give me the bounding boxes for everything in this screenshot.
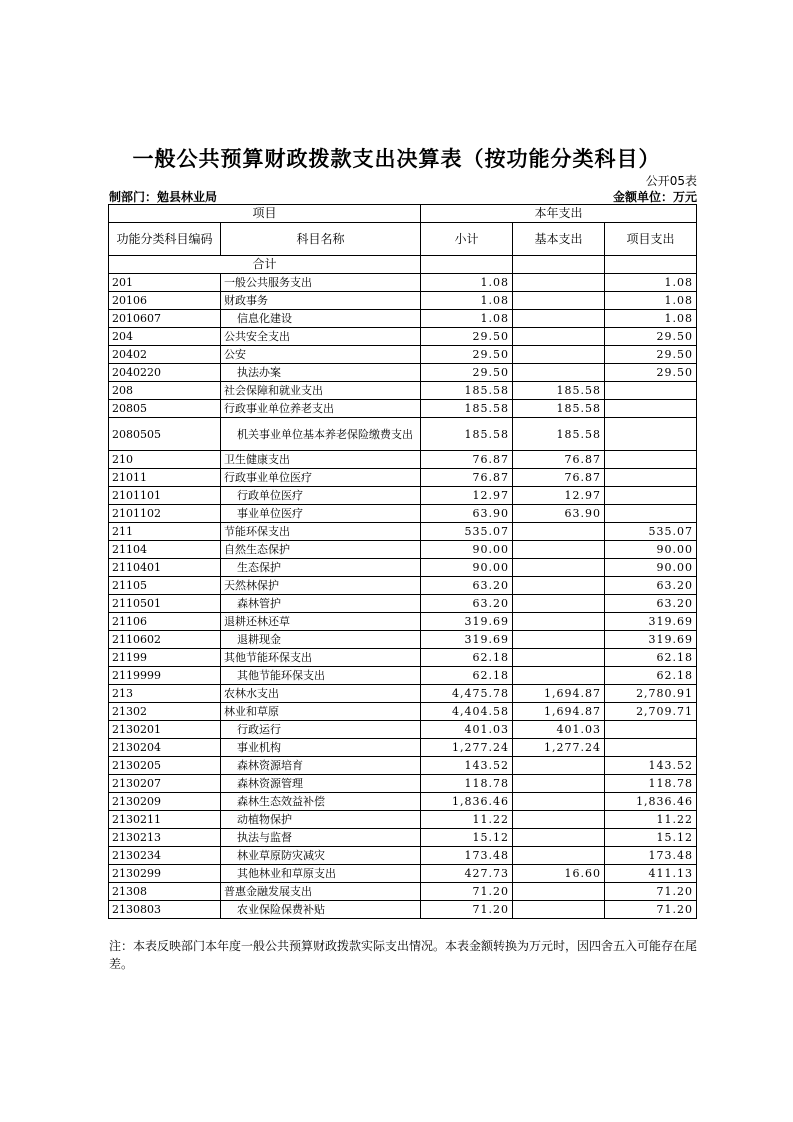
row-basic <box>513 775 605 793</box>
row-project: 1,836.46 <box>605 793 697 811</box>
row-name: 执法办案 <box>221 364 421 382</box>
row-basic: 185.58 <box>513 382 605 400</box>
row-name: 森林资源培育 <box>221 757 421 775</box>
row-project: 2,780.91 <box>605 685 697 703</box>
row-code: 2130204 <box>109 739 221 757</box>
row-name: 机关事业单位基本养老保险缴费支出 <box>221 418 421 451</box>
row-code: 211 <box>109 523 221 541</box>
row-code: 2010607 <box>109 310 221 328</box>
row-subtotal: 1.08 <box>421 274 513 292</box>
row-name: 农业保险保费补贴 <box>221 901 421 919</box>
table-row <box>109 382 697 400</box>
row-code: 2110602 <box>109 631 221 649</box>
row-code: 21106 <box>109 613 221 631</box>
row-subtotal: 4,404.58 <box>421 703 513 721</box>
row-code: 2101102 <box>109 505 221 523</box>
row-code: 2119999 <box>109 667 221 685</box>
row-project: 118.78 <box>605 775 697 793</box>
row-basic <box>513 811 605 829</box>
table-row <box>109 505 697 523</box>
row-name: 普惠金融发展支出 <box>221 883 421 901</box>
row-basic: 185.58 <box>513 418 605 451</box>
row-project: 63.20 <box>605 577 697 595</box>
row-project: 11.22 <box>605 811 697 829</box>
row-project: 29.50 <box>605 346 697 364</box>
row-project: 143.52 <box>605 757 697 775</box>
row-code: 21302 <box>109 703 221 721</box>
row-project: 71.20 <box>605 901 697 919</box>
row-project: 411.13 <box>605 865 697 883</box>
row-subtotal: 71.20 <box>421 901 513 919</box>
row-basic: 1,694.87 <box>513 703 605 721</box>
row-code: 21011 <box>109 469 221 487</box>
row-code: 2130207 <box>109 775 221 793</box>
row-code: 2130205 <box>109 757 221 775</box>
row-name: 事业单位医疗 <box>221 505 421 523</box>
table-row <box>109 703 697 721</box>
row-basic: 12.97 <box>513 487 605 505</box>
row-basic: 63.90 <box>513 505 605 523</box>
row-subtotal: 4,475.78 <box>421 685 513 703</box>
row-basic: 401.03 <box>513 721 605 739</box>
header-project: 项目 <box>109 205 421 223</box>
row-name: 执法与监督 <box>221 829 421 847</box>
table-row <box>109 685 697 703</box>
row-code: 2130209 <box>109 793 221 811</box>
row-name: 一般公共服务支出 <box>221 274 421 292</box>
row-project: 319.69 <box>605 613 697 631</box>
department-label: 制部门：勉县林业局 <box>109 190 218 204</box>
row-name: 林业和草原 <box>221 703 421 721</box>
row-subtotal: 427.73 <box>421 865 513 883</box>
expenditure-table <box>108 204 697 919</box>
row-name: 自然生态保护 <box>221 541 421 559</box>
row-basic <box>513 901 605 919</box>
row-project: 90.00 <box>605 559 697 577</box>
table-row <box>109 451 697 469</box>
header-code: 功能分类科目编码 <box>109 223 221 256</box>
table-row <box>109 400 697 418</box>
row-subtotal: 143.52 <box>421 757 513 775</box>
row-subtotal: 319.69 <box>421 613 513 631</box>
row-basic <box>513 364 605 382</box>
row-subtotal: 11.22 <box>421 811 513 829</box>
row-basic <box>513 559 605 577</box>
table-row <box>109 364 697 382</box>
row-code: 2110501 <box>109 595 221 613</box>
row-subtotal: 76.87 <box>421 451 513 469</box>
row-basic <box>513 541 605 559</box>
row-subtotal: 62.18 <box>421 667 513 685</box>
table-row <box>109 883 697 901</box>
row-subtotal: 535.07 <box>421 523 513 541</box>
row-name: 事业机构 <box>221 739 421 757</box>
table-row <box>109 487 697 505</box>
row-name: 卫生健康支出 <box>221 451 421 469</box>
row-name: 退耕还林还草 <box>221 613 421 631</box>
row-subtotal: 15.12 <box>421 829 513 847</box>
row-subtotal: 319.69 <box>421 631 513 649</box>
header-project-expenditure: 项目支出 <box>605 223 697 256</box>
row-project: 319.69 <box>605 631 697 649</box>
row-subtotal: 185.58 <box>421 418 513 451</box>
row-project <box>605 739 697 757</box>
row-basic: 76.87 <box>513 451 605 469</box>
row-project: 90.00 <box>605 541 697 559</box>
row-basic <box>513 793 605 811</box>
row-subtotal: 29.50 <box>421 328 513 346</box>
row-code: 20402 <box>109 346 221 364</box>
row-basic: 16.60 <box>513 865 605 883</box>
row-name: 生态保护 <box>221 559 421 577</box>
row-basic <box>513 613 605 631</box>
row-project <box>605 418 697 451</box>
header-subtotal: 小计 <box>421 223 513 256</box>
row-name: 农林水支出 <box>221 685 421 703</box>
row-project: 1.08 <box>605 292 697 310</box>
row-basic <box>513 595 605 613</box>
table-row <box>109 292 697 310</box>
row-name: 公安 <box>221 346 421 364</box>
row-basic <box>513 757 605 775</box>
total-subtotal <box>421 256 513 274</box>
row-subtotal: 62.18 <box>421 649 513 667</box>
table-row <box>109 559 697 577</box>
row-subtotal: 63.90 <box>421 505 513 523</box>
row-project <box>605 382 697 400</box>
table-row <box>109 595 697 613</box>
table-row <box>109 829 697 847</box>
row-code: 204 <box>109 328 221 346</box>
row-name: 动植物保护 <box>221 811 421 829</box>
row-name: 行政事业单位医疗 <box>221 469 421 487</box>
unit-label: 金额单位：万元 <box>612 190 697 204</box>
table-row <box>109 631 697 649</box>
row-basic <box>513 577 605 595</box>
row-project: 15.12 <box>605 829 697 847</box>
total-label: 合计 <box>109 256 421 274</box>
header-current-year: 本年支出 <box>421 205 697 223</box>
row-basic <box>513 346 605 364</box>
row-basic <box>513 649 605 667</box>
row-subtotal: 1.08 <box>421 310 513 328</box>
row-name: 退耕现金 <box>221 631 421 649</box>
row-basic <box>513 829 605 847</box>
row-basic <box>513 523 605 541</box>
row-subtotal: 1,277.24 <box>421 739 513 757</box>
row-name: 节能环保支出 <box>221 523 421 541</box>
table-row <box>109 328 697 346</box>
row-subtotal: 185.58 <box>421 400 513 418</box>
row-name: 森林资源管理 <box>221 775 421 793</box>
row-code: 21104 <box>109 541 221 559</box>
table-row <box>109 847 697 865</box>
footnote: 注：本表反映部门本年度一般公共预算财政拨款实际支出情况。本表金额转换为万元时，因四舍五入可能存在尾差。 <box>109 939 698 971</box>
row-name: 森林管护 <box>221 595 421 613</box>
row-code: 20805 <box>109 400 221 418</box>
row-project: 173.48 <box>605 847 697 865</box>
table-row <box>109 901 697 919</box>
table-row <box>109 721 697 739</box>
row-subtotal: 29.50 <box>421 346 513 364</box>
row-code: 2130299 <box>109 865 221 883</box>
row-name: 行政运行 <box>221 721 421 739</box>
row-code: 2130211 <box>109 811 221 829</box>
row-subtotal: 118.78 <box>421 775 513 793</box>
row-project <box>605 451 697 469</box>
row-name: 森林生态效益补偿 <box>221 793 421 811</box>
table-row <box>109 541 697 559</box>
row-subtotal: 1,836.46 <box>421 793 513 811</box>
table-row <box>109 757 697 775</box>
total-basic <box>513 256 605 274</box>
row-name: 其他节能环保支出 <box>221 649 421 667</box>
row-name: 社会保障和就业支出 <box>221 382 421 400</box>
row-subtotal: 76.87 <box>421 469 513 487</box>
row-name: 行政单位医疗 <box>221 487 421 505</box>
form-code: 公开05表 <box>645 174 697 188</box>
row-subtotal: 1.08 <box>421 292 513 310</box>
row-subtotal: 71.20 <box>421 883 513 901</box>
row-basic <box>513 328 605 346</box>
row-subtotal: 90.00 <box>421 559 513 577</box>
row-basic <box>513 274 605 292</box>
row-code: 208 <box>109 382 221 400</box>
row-project: 62.18 <box>605 667 697 685</box>
table-row <box>109 418 697 451</box>
row-code: 2130234 <box>109 847 221 865</box>
total-project <box>605 256 697 274</box>
row-code: 21199 <box>109 649 221 667</box>
row-project: 2,709.71 <box>605 703 697 721</box>
row-basic <box>513 847 605 865</box>
row-name: 天然林保护 <box>221 577 421 595</box>
table-row <box>109 613 697 631</box>
row-basic <box>513 310 605 328</box>
table-row <box>109 775 697 793</box>
row-code: 2130213 <box>109 829 221 847</box>
row-name: 信息化建设 <box>221 310 421 328</box>
row-basic <box>513 667 605 685</box>
table-row <box>109 469 697 487</box>
row-basic <box>513 292 605 310</box>
row-subtotal: 63.20 <box>421 577 513 595</box>
header-basic: 基本支出 <box>513 223 605 256</box>
row-basic: 76.87 <box>513 469 605 487</box>
row-code: 2130201 <box>109 721 221 739</box>
row-code: 2101101 <box>109 487 221 505</box>
row-name: 其他节能环保支出 <box>221 667 421 685</box>
header-row-2 <box>109 223 697 256</box>
row-subtotal: 29.50 <box>421 364 513 382</box>
row-subtotal: 12.97 <box>421 487 513 505</box>
row-code: 21308 <box>109 883 221 901</box>
row-project <box>605 487 697 505</box>
page-title: 一般公共预算财政拨款支出决算表（按功能分类科目） <box>132 147 661 171</box>
row-project: 29.50 <box>605 364 697 382</box>
table-row <box>109 793 697 811</box>
row-subtotal: 173.48 <box>421 847 513 865</box>
row-basic: 1,277.24 <box>513 739 605 757</box>
table-row <box>109 523 697 541</box>
row-subtotal: 90.00 <box>421 541 513 559</box>
row-code: 213 <box>109 685 221 703</box>
header-name: 科目名称 <box>221 223 421 256</box>
row-project: 29.50 <box>605 328 697 346</box>
row-code: 2110401 <box>109 559 221 577</box>
table-row <box>109 310 697 328</box>
table-row <box>109 667 697 685</box>
row-project: 63.20 <box>605 595 697 613</box>
row-project: 1.08 <box>605 274 697 292</box>
row-basic: 185.58 <box>513 400 605 418</box>
table-row <box>109 577 697 595</box>
row-project: 535.07 <box>605 523 697 541</box>
table-row <box>109 274 697 292</box>
row-code: 2080505 <box>109 418 221 451</box>
row-basic <box>513 883 605 901</box>
row-basic: 1,694.87 <box>513 685 605 703</box>
row-code: 21105 <box>109 577 221 595</box>
row-code: 20106 <box>109 292 221 310</box>
row-project <box>605 721 697 739</box>
table-row <box>109 649 697 667</box>
row-project: 71.20 <box>605 883 697 901</box>
table-row <box>109 346 697 364</box>
row-subtotal: 401.03 <box>421 721 513 739</box>
table-row <box>109 811 697 829</box>
row-project: 1.08 <box>605 310 697 328</box>
row-code: 201 <box>109 274 221 292</box>
row-name: 行政事业单位养老支出 <box>221 400 421 418</box>
row-basic <box>513 631 605 649</box>
header-row-1 <box>109 205 697 223</box>
row-name: 财政事务 <box>221 292 421 310</box>
table-row <box>109 739 697 757</box>
total-row <box>109 256 697 274</box>
row-project: 62.18 <box>605 649 697 667</box>
row-code: 210 <box>109 451 221 469</box>
row-name: 公共安全支出 <box>221 328 421 346</box>
row-code: 2040220 <box>109 364 221 382</box>
row-subtotal: 63.20 <box>421 595 513 613</box>
row-name: 林业草原防灾减灾 <box>221 847 421 865</box>
row-project <box>605 469 697 487</box>
table-row <box>109 865 697 883</box>
row-subtotal: 185.58 <box>421 382 513 400</box>
row-project <box>605 505 697 523</box>
row-name: 其他林业和草原支出 <box>221 865 421 883</box>
row-code: 2130803 <box>109 901 221 919</box>
row-project <box>605 400 697 418</box>
